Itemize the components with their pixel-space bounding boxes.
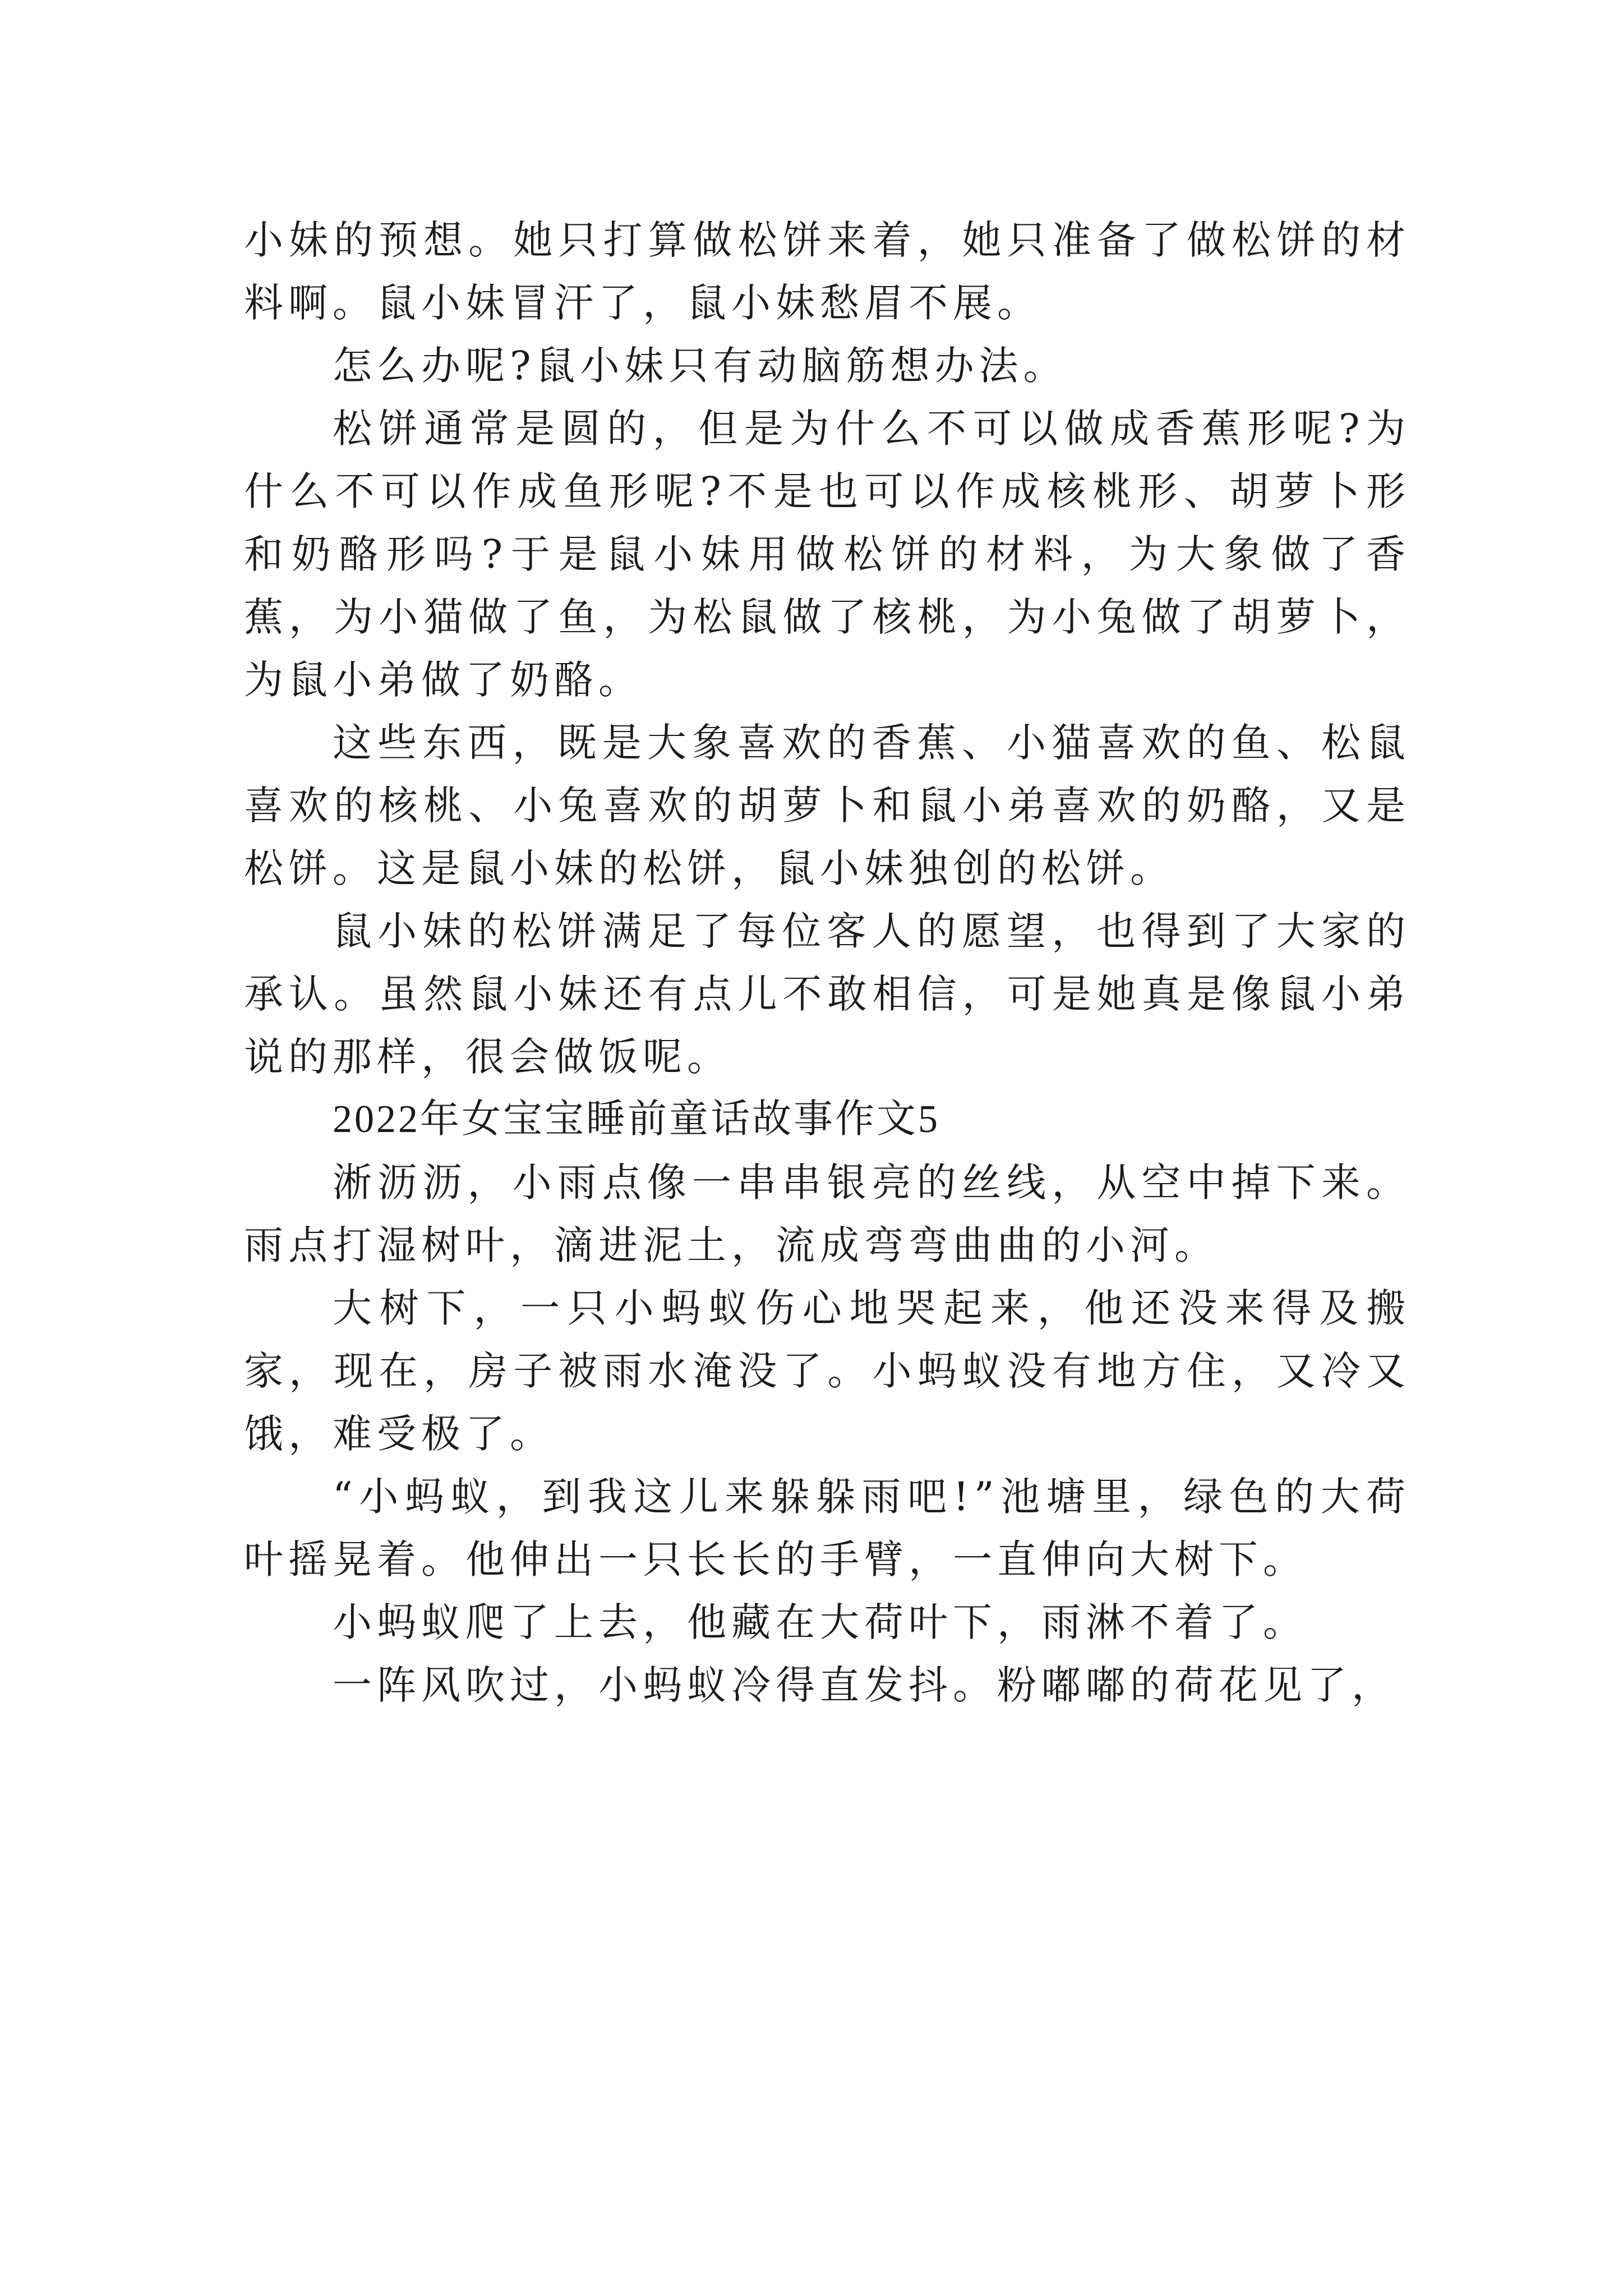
section-heading: 2022年女宝宝睡前童话故事作文5	[333, 1098, 940, 1141]
paragraph: 松饼通常是圆的，但是为什么不可以做成香蕉形呢?为什么不可以作成鱼形呢?不是也可以作成核桃形、胡萝卜形和奶酪形吗?于是鼠小妹用做松饼的材料，为大象做了香蕉，为小猫做了鱼，为松鼠做了核桃，为小兔做了胡萝卜，为鼠小弟做了奶酪。	[244, 406, 1410, 703]
document-body	[244, 209, 1410, 1717]
paragraph: 小蚂蚁爬了上去，他藏在大荷叶下，雨淋不着了。	[333, 1599, 1307, 1645]
paragraph: 淅沥沥，小雨点像一串串银亮的丝线，从空中掉下来。雨点打湿树叶，滴进泥土，流成弯弯曲曲的小河。	[244, 1159, 1410, 1268]
paragraph: 怎么办呢?鼠小妹只有动脑筋想办法。	[333, 343, 1068, 389]
paragraph: 一阵风吹过，小蚂蚁冷得直发抖。粉嘟嘟的荷花见了，	[333, 1662, 1396, 1708]
paragraph: 鼠小妹的松饼满足了每位客人的愿望，也得到了大家的承认。虽然鼠小妹还有点儿不敢相信，可是她真是像鼠小弟说的那样，很会做饭呢。	[244, 908, 1410, 1080]
paragraph: 大树下，一只小蚂蚁伤心地哭起来，他还没来得及搬家，现在，房子被雨水淹没了。小蚂蚁没有地方住，又冷又饿，难受极了。	[244, 1285, 1410, 1457]
paragraph: 这些东西，既是大象喜欢的香蕉、小猫喜欢的鱼、松鼠喜欢的核桃、小兔喜欢的胡萝卜和鼠小弟喜欢的奶酪，又是松饼。这是鼠小妹的松饼，鼠小妹独创的松饼。	[244, 720, 1410, 891]
paragraph: “小蚂蚁，到我这儿来躲躲雨吧!”池塘里，绿色的大荷叶摇晃着。他伸出一只长长的手臂，一直伸向大树下。	[244, 1474, 1410, 1582]
paragraph: 小妹的预想。她只打算做松饼来着，她只准备了做松饼的材料啊。鼠小妹冒汗了，鼠小妹愁眉不展。	[244, 217, 1410, 326]
